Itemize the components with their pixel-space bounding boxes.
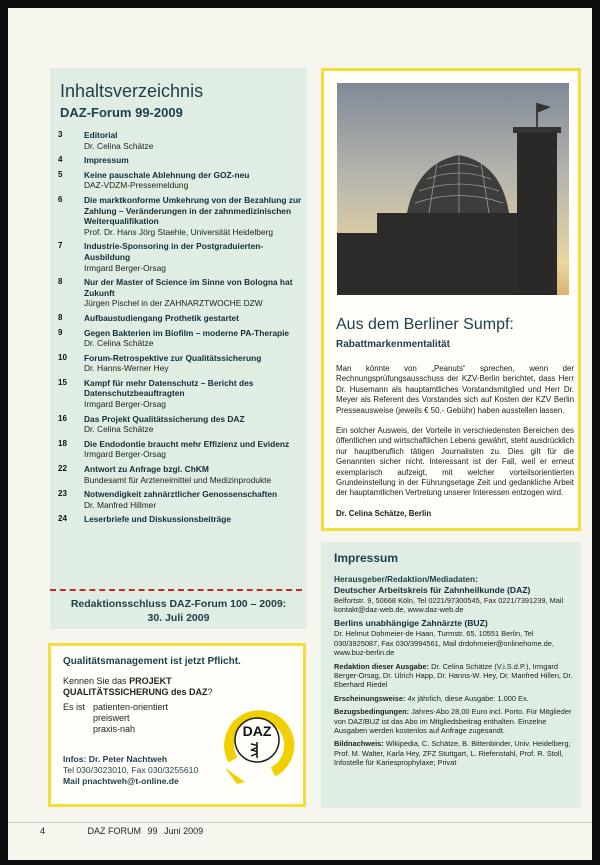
toc-title: Inhaltsverzeichnis (60, 81, 204, 101)
toc-entry (58, 195, 303, 237)
toc-entry (58, 489, 303, 510)
toc-entry-author: Dr. Celina Schätze (84, 140, 154, 151)
toc-entry-title: Notwendigkeit zahnärztlicher Genossenschaften (84, 489, 278, 500)
toc-entry (58, 514, 303, 525)
org-daz-address: Belfortstr. 9, 50668 Köln, Tel 0221/97300545, Fax 0221/7391239, Mail kontakt@daz-web.de, www.daz-web.de (334, 595, 564, 614)
article-title: Aus dem Berliner Sumpf: (336, 316, 514, 333)
toc-entry-title: Editorial (84, 130, 118, 140)
toc-entry-author: Dr. Hanns-Werner Hey (84, 363, 169, 374)
frequency-line (334, 694, 574, 703)
toc-entry (58, 241, 303, 273)
daz-logo (221, 698, 299, 788)
article-paragraph-1: Man könnte von „Peanuts“ sprechen, wenn der Rechnungsprüfungsausschuss der KZV-Berlin berichtet, dass Herr Dr. Husemann als hauptamtliches Vorstandsmitglied und Herr Dr. Meyer als Referent des Vorstandes sich auf Kosten der KZV Berlin Presseausweise (jeweils € 50.- Gebühr) haben ausstellen lassen. (336, 364, 574, 415)
qm-feature-2: preiswert (93, 713, 130, 723)
magazine-name: DAZ FORUM (87, 826, 142, 836)
page-fold-line (8, 822, 592, 823)
toc-entry-author: Jürgen Pischel in der ZAHNARZTWOCHE DZW (84, 298, 263, 309)
toc-entry (58, 313, 303, 324)
toc-entry-author: Irmgard Berger-Orsag (84, 449, 166, 460)
toc-page-number: 15 (58, 377, 67, 387)
qm-question-suffix: ? (207, 687, 213, 697)
toc-page-number: 6 (58, 194, 63, 204)
toc-entry-title: Aufbaustudiengang Prothetik gestartet (84, 312, 239, 323)
terms-value: Jahres-Abo 28,00 Euro incl. Porto. Für Mitglieder von DAZ/BUZ ist das Abo im Mitgliedsbeitrag enthalten. Einzelne Ausgaben werden kostenlos auf Anfrage zugesandt. (334, 707, 572, 735)
toc-entry-title: Industrie-Sponsoring in der Postgraduierten-Ausbildung (84, 241, 264, 262)
qm-feature-3: praxis-nah (93, 724, 136, 734)
qm-phone: Tel 030/3023010, Fax 030/3255610 (63, 765, 199, 775)
org-daz-name: Deutscher Arbeitskreis für Zahnheilkunde (DAZ) (334, 584, 531, 595)
toc-page-number: 3 (58, 130, 63, 139)
publisher-label: Herausgeber/Redaktion/Mediadaten: (334, 574, 478, 584)
toc-page-number: 8 (58, 277, 63, 287)
qm-contact (63, 754, 198, 787)
toc-entry (58, 353, 303, 374)
toc-entry-title: Kampf für mehr Datenschutz – Bericht des Datenschutzbeauftragten (84, 377, 254, 399)
reichstag-dome-photo (337, 83, 569, 295)
toc-entry (58, 170, 303, 191)
toc-entry-author: DAZ-VDZM-Pressemeldung (84, 180, 189, 191)
toc-page-number: 5 (58, 169, 63, 179)
qm-question (63, 676, 263, 698)
issue-number: 99 (147, 826, 158, 836)
toc-entry-title: Forum-Retrospektive zur Qualitätssicherung (84, 352, 262, 363)
toc-page-number: 16 (58, 413, 67, 423)
images-credit-line (334, 739, 574, 767)
frequency-label: Erscheinungsweise: (334, 693, 406, 703)
terms-line (334, 707, 574, 735)
editors-label: Redaktion dieser Ausgabe: (334, 661, 430, 671)
toc-entry-title: Keine pauschale Ablehnung der GOZ-neu (84, 169, 250, 180)
issue-date: Juni 2009 (164, 826, 204, 836)
toc-entry-title: Gegen Bakterien im Biofilm – moderne PA-Therapie (84, 327, 290, 338)
images-label: Bildnachweis: (334, 739, 384, 749)
qm-es-ist: Es ist (63, 702, 86, 712)
toc-page-number: 10 (58, 352, 67, 362)
toc-entry (58, 464, 303, 485)
qm-question-prefix: Kennen Sie das (63, 676, 127, 686)
frequency-value: 4x jährlich, diese Ausgabe: 1.000 Ex. (407, 693, 529, 703)
toc-entry (58, 130, 303, 151)
toc-list (58, 130, 303, 529)
toc-subtitle: DAZ-Forum 99-2009 (60, 105, 183, 120)
article-subtitle: Rabattmarkenmentalität (336, 339, 450, 350)
impressum-box (321, 542, 581, 808)
toc-entry (58, 277, 303, 309)
impressum-title: Impressum (334, 551, 399, 565)
toc-entry-author: Irmgard Berger-Orsag (84, 262, 166, 273)
toc-entry (58, 439, 303, 460)
article-author: Dr. Celina Schätze, Berlin (336, 508, 432, 518)
table-of-contents (50, 68, 307, 629)
toc-entry (58, 414, 303, 435)
toc-entry-author: Bundesamt für Arzteneimittel und Medizinprodukte (84, 474, 272, 485)
page-footer (40, 826, 207, 836)
org-buz-name: Berlins unabhängige Zahnärzte (BUZ) (334, 618, 488, 629)
toc-page-number: 4 (58, 155, 63, 165)
page-number: 4 (40, 826, 46, 836)
dashed-divider (50, 589, 302, 591)
toc-page-number: 9 (58, 327, 63, 337)
terms-label: Bezugsbedingungen: (334, 707, 410, 717)
toc-entry-title: Das Projekt Qualitätssicherung des DAZ (84, 413, 245, 424)
editors-line (334, 662, 574, 690)
toc-entry-author: Prof. Dr. Hans Jörg Staehle, Universität Heidelberg (84, 226, 273, 237)
daz-logo-text: DAZ (242, 723, 272, 739)
qm-contact-name: Infos: Dr. Peter Nachtweh (63, 754, 168, 764)
toc-page-number: 7 (58, 241, 63, 251)
qm-title: Qualitätsmanagement ist jetzt Pflicht. (63, 656, 241, 667)
qm-features (63, 702, 168, 735)
qm-feature-1: patienten-orientiert (93, 702, 169, 712)
toc-entry-title: Leserbriefe und Diskussionsbeiträge (84, 514, 232, 525)
toc-entry-title: Die Endodontie braucht mehr Effizienz und Evidenz (84, 438, 290, 449)
toc-page-number: 8 (58, 312, 63, 322)
toc-entry-title: Die marktkonforme Umkehrung von der Bezahlung zur Zahlung – Veränderungen in der zahnmedizinischen Weiterqualifikation (84, 194, 302, 227)
toc-entry (58, 378, 303, 410)
deadline-line-2: 30. Juli 2009 (147, 612, 210, 624)
article-box (321, 68, 581, 531)
toc-entry-author: Dr. Celina Schätze (84, 424, 154, 435)
toc-entry-author: Dr. Manfred Hillmer (84, 499, 157, 510)
impressum-body (334, 574, 574, 768)
editors-names: Dr. Celina Schätze (V.i.S.d.P.), Irmgard Berger-Orsag, Dr. Ulrich Happ, Dr. Hanns-W. Hey, Dr. Manfred Hillen, Dr. Eberhard Riedel (334, 661, 573, 690)
article-body (336, 364, 574, 529)
toc-page-number: 24 (58, 514, 67, 524)
toc-page-number: 22 (58, 464, 67, 474)
quality-management-box (48, 643, 306, 807)
article-paragraph-2: Ein solcher Ausweis, der Vorteile in verschiedensten Bereichen des öffentlichen und wirtschaftlichen Lebens gewährt, steht ausdrücklich nur hauptberuflich tätigen Journalisten zu. Dies gilt für die Genannten sicher nicht. Interessant ist der Fall, weil er erneut exemplarisch aufzeigt, mit welcher vorteilsorientierten Grundeinstellung in der Führungsetage Zeit und gedankliche Arbeit der hauptamtlichen Vertretung unserer Interessen entzogen wird. (336, 426, 574, 498)
org-buz-address: Dr. Helmut Dohmeier-de Haan, Turmstr. 65, 10551 Berlin, Tel 030/3925087, Fax 030/3994561, Mail drdohmeier@onlinehome.de, www.buz-berlin.de (334, 629, 554, 658)
images-value: Wikipedia, C. Schätze, B. Bittenbinder, Univ. Heidelberg; Prof. M. Walter, Karla Hey, ZFZ Stuttgart, L. Riefenstahl, Prof. R. Stoll, Infostelle für Kariesprophylaxe; Privat (334, 739, 571, 768)
toc-entry-title: Impressum (84, 155, 129, 166)
toc-entry (58, 328, 303, 349)
qm-mail: Mail pnachtweh@t-online.de (63, 776, 179, 786)
deadline-notice (50, 597, 307, 625)
deadline-line-1: Redaktionsschluss DAZ-Forum 100 – 2009: (70, 598, 287, 610)
qm-project-name: PROJEKT QUALITÄTSSICHERUNG des DAZ (63, 676, 208, 697)
toc-entry-author: Irmgard Berger-Orsag (84, 399, 166, 410)
toc-entry (58, 155, 303, 166)
toc-entry-title: Nur der Master of Science im Sinne von Bologna hat Zukunft (84, 277, 293, 298)
toc-entry-author: Dr. Celina Schätze (84, 338, 154, 349)
toc-page-number: 23 (58, 489, 67, 499)
toc-page-number: 18 (58, 438, 67, 448)
toc-entry-title: Antwort zu Anfrage bzgl. ChKM (84, 464, 209, 475)
